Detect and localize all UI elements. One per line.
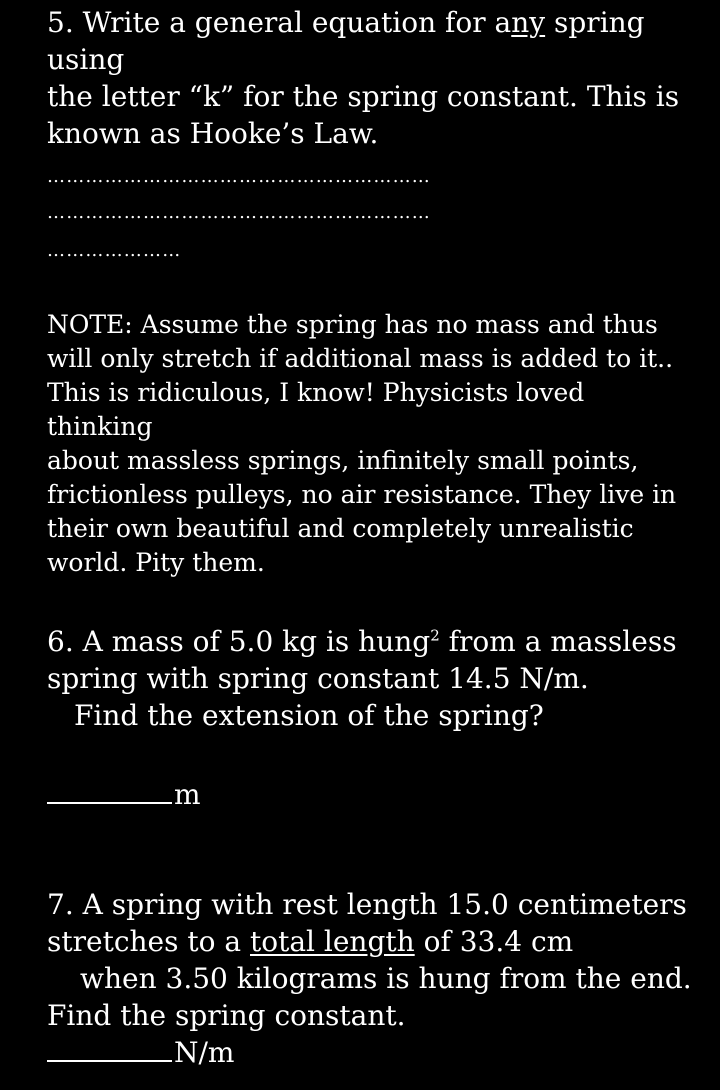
answer-dots-1[interactable]: …………………………………………………… bbox=[47, 166, 431, 187]
q7-answer-row bbox=[47, 1034, 697, 1071]
note-line: world. Pity them. bbox=[47, 548, 265, 577]
q6-answer-row bbox=[47, 776, 697, 813]
note-line: NOTE: Assume the spring has no mass and thus bbox=[47, 310, 658, 339]
note-paragraph bbox=[47, 308, 697, 580]
q7-unit: N/m bbox=[174, 1036, 235, 1069]
question-6 bbox=[47, 623, 697, 734]
note-line: frictionless pulleys, no air resistance. They live in bbox=[47, 480, 677, 509]
q6-answer-blank[interactable] bbox=[47, 778, 172, 804]
q7-line-4: Find the spring constant. bbox=[47, 999, 406, 1032]
footnote-marker: 2 bbox=[430, 626, 440, 645]
question-5 bbox=[47, 4, 697, 152]
answer-dots-2[interactable]: …………………………………………………… bbox=[47, 202, 431, 223]
question-7 bbox=[47, 886, 697, 1071]
note-line: about massless springs, infinitely small points, bbox=[47, 446, 639, 475]
q5-line-1: 5. Write a general equation for any spring using bbox=[47, 6, 645, 76]
q6-line-3: Find the extension of the spring? bbox=[74, 699, 544, 732]
q6-line-1: 6. A mass of 5.0 kg is hung$^2$ from a massless bbox=[47, 625, 677, 658]
q5-line-3: known as Hooke’s Law. bbox=[47, 117, 379, 150]
note-line: their own beautiful and completely unrealistic bbox=[47, 514, 634, 543]
q7-line-3: when 3.50 kilograms is hung from the end. bbox=[80, 962, 692, 995]
answer-dots-3[interactable]: ………………… bbox=[47, 240, 182, 261]
q5-underlined-any: ny bbox=[511, 6, 546, 39]
q7-answer-blank[interactable] bbox=[47, 1036, 172, 1062]
q6-unit: m bbox=[174, 778, 201, 811]
q5-line-2: the letter “k” for the spring constant. This is bbox=[47, 80, 680, 113]
note-line: This is ridiculous, I know! Physicists loved thinking bbox=[47, 378, 585, 441]
q7-line-2: stretches to a total length of 33.4 cm bbox=[47, 925, 574, 958]
q6-line-2: spring with spring constant 14.5 N/m. bbox=[47, 662, 589, 695]
q7-underlined-total-length: total length bbox=[250, 925, 415, 958]
q7-line-1: 7. A spring with rest length 15.0 centimeters bbox=[47, 888, 687, 921]
note-line: will only stretch if additional mass is added to it.. bbox=[47, 344, 674, 373]
